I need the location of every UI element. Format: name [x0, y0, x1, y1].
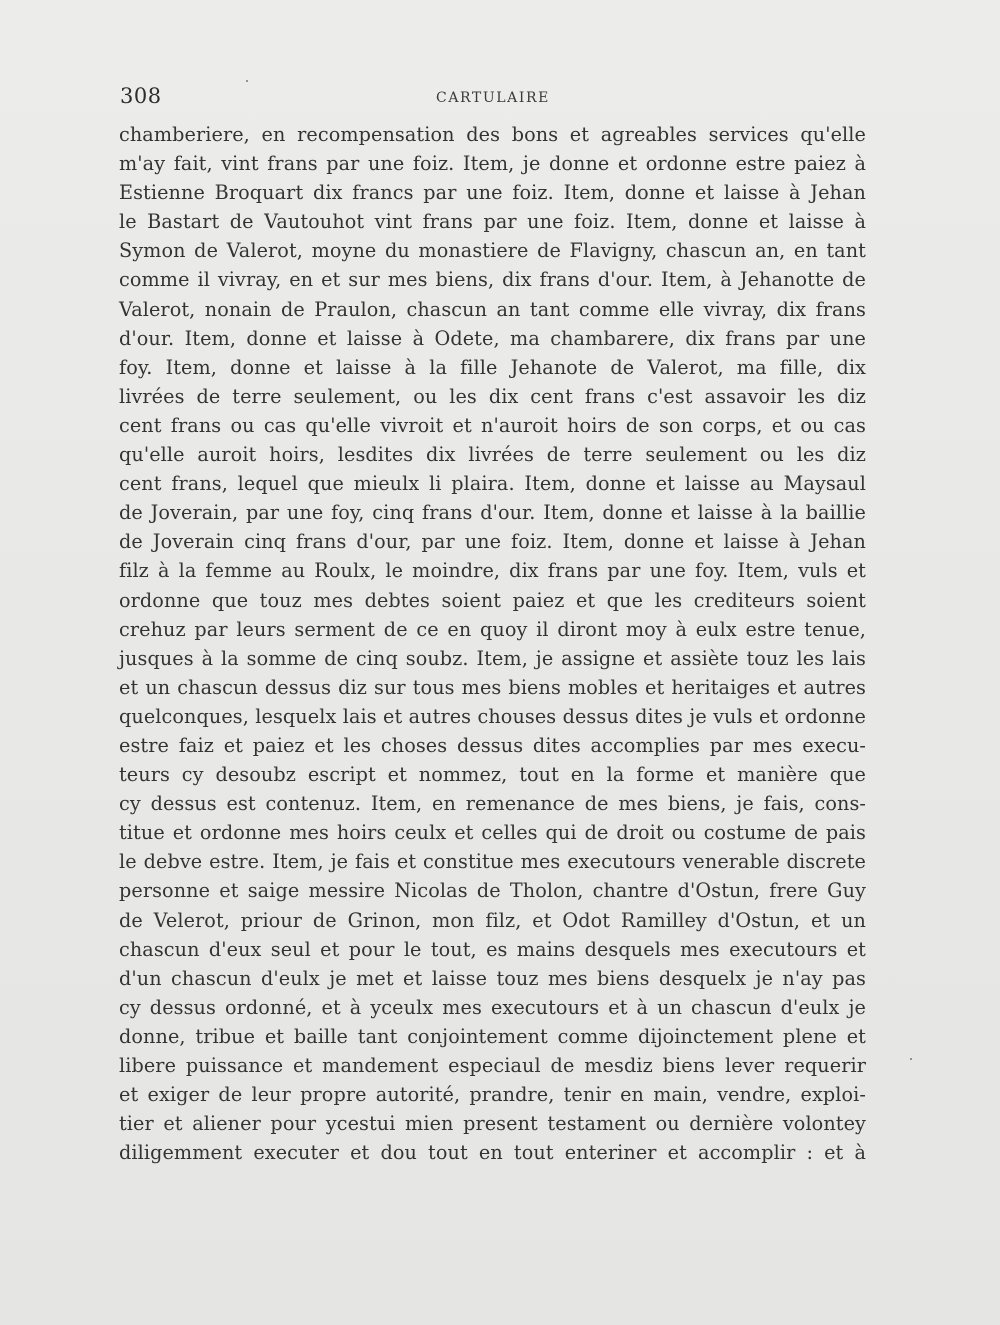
- text-line: diligemment executer et dou tout en tout enteriner et accomplir : et à: [119, 1141, 866, 1165]
- text-line: comme il vivray, en et sur mes biens, dix frans d'our. Item, à Jehanotte de: [119, 268, 866, 292]
- text-line: donne, tribue et baille tant conjointement comme dijoinctement plene et: [119, 1024, 866, 1048]
- text-line: le Bastart de Vautouhot vint frans par une foiz. Item, donne et laisse à: [119, 210, 866, 234]
- text-line: d'our. Item, donne et laisse à Odete, ma chambarere, dix frans par une: [119, 326, 866, 350]
- text-line: de Joverain cinq frans d'our, par une foiz. Item, donne et laisse à Jehan: [119, 530, 866, 554]
- text-line: et exiger de leur propre autorité, prandre, tenir en main, vendre, exploi-: [119, 1083, 866, 1107]
- text-line: cent frans ou cas qu'elle vivroit et n'auroit hoirs de son corps, et ou cas: [119, 413, 866, 437]
- text-line: Estienne Broquart dix francs par une foiz. Item, donne et laisse à Jehan: [119, 181, 866, 205]
- text-line: Valerot, nonain de Praulon, chascun an tant comme elle vivray, dix frans: [119, 297, 866, 321]
- text-line: cy dessus ordonné, et à yceulx mes executours et à un chascun d'eulx je: [119, 995, 866, 1019]
- text-line: estre faiz et paiez et les choses dessus dites accomplies par mes execu-: [119, 733, 866, 757]
- text-line: crehuz par leurs serment de ce en quoy il diront moy à eulx estre tenue,: [119, 617, 866, 641]
- text-line: de Joverain, par une foy, cinq frans d'our. Item, donne et laisse à la baillie: [119, 501, 866, 525]
- page-number: 308: [120, 84, 162, 108]
- print-speck: [246, 80, 248, 82]
- text-line: personne et saige messire Nicolas de Tholon, chantre d'Ostun, frere Guy: [119, 879, 866, 903]
- text-line: quelconques, lesquelx lais et autres chouses dessus dites je vuls et ordonne: [119, 704, 866, 728]
- text-line: de Velerot, priour de Grinon, mon filz, et Odot Ramilley d'Ostun, et un: [119, 908, 866, 932]
- text-line: m'ay fait, vint frans par une foiz. Item, je donne et ordonne estre paiez à: [119, 152, 866, 176]
- text-line: le debve estre. Item, je fais et constitue mes executours venerable discrete: [119, 850, 866, 874]
- text-line: titue et ordonne mes hoirs ceulx et celles qui de droit ou costume de pais: [119, 821, 866, 845]
- running-head: CARTULAIRE: [436, 90, 550, 106]
- print-speck: [910, 1058, 912, 1060]
- body-text: [119, 120, 866, 1167]
- text-line: livrées de terre seulement, ou les dix cent frans c'est assavoir les diz: [119, 384, 866, 408]
- text-line: libere puissance et mandement especiaul de mesdiz biens lever requerir: [119, 1054, 866, 1077]
- page-header: [120, 84, 866, 114]
- text-line: qu'elle auroit hoirs, lesdites dix livrées de terre seulement ou les diz: [119, 443, 866, 467]
- text-line: tier et aliener pour ycestui mien present testament ou dernière volontey: [119, 1112, 866, 1136]
- text-line: chamberiere, en recompensation des bons et agreables services qu'elle: [119, 123, 866, 146]
- text-line: teurs cy desoubz escript et nommez, tout en la forme et manière que: [119, 763, 866, 787]
- text-line: d'un chascun d'eulx je met et laisse touz mes biens desquelx je n'ay pas: [119, 966, 866, 990]
- text-line: Symon de Valerot, moyne du monastiere de Flavigny, chascun an, en tant: [119, 239, 866, 263]
- text-line: filz à la femme au Roulx, le moindre, dix frans par une foy. Item, vuls et: [119, 559, 866, 583]
- text-line: foy. Item, donne et laisse à la fille Jehanote de Valerot, ma fille, dix: [119, 355, 866, 379]
- text-line: cy dessus est contenuz. Item, en remenance de mes biens, je fais, cons-: [119, 792, 866, 816]
- text-line: chascun d'eux seul et pour le tout, es mains desquels mes executours et: [119, 937, 866, 961]
- text-line: et un chascun dessus diz sur tous mes biens mobles et heritaiges et autres: [119, 675, 866, 699]
- text-line: cent frans, lequel que mieulx li plaira. Item, donne et laisse au Maysaul: [119, 472, 866, 496]
- text-line: ordonne que touz mes debtes soient paiez et que les crediteurs soient: [119, 588, 866, 612]
- text-line: jusques à la somme de cinq soubz. Item, je assigne et assiète touz les lais: [119, 646, 866, 670]
